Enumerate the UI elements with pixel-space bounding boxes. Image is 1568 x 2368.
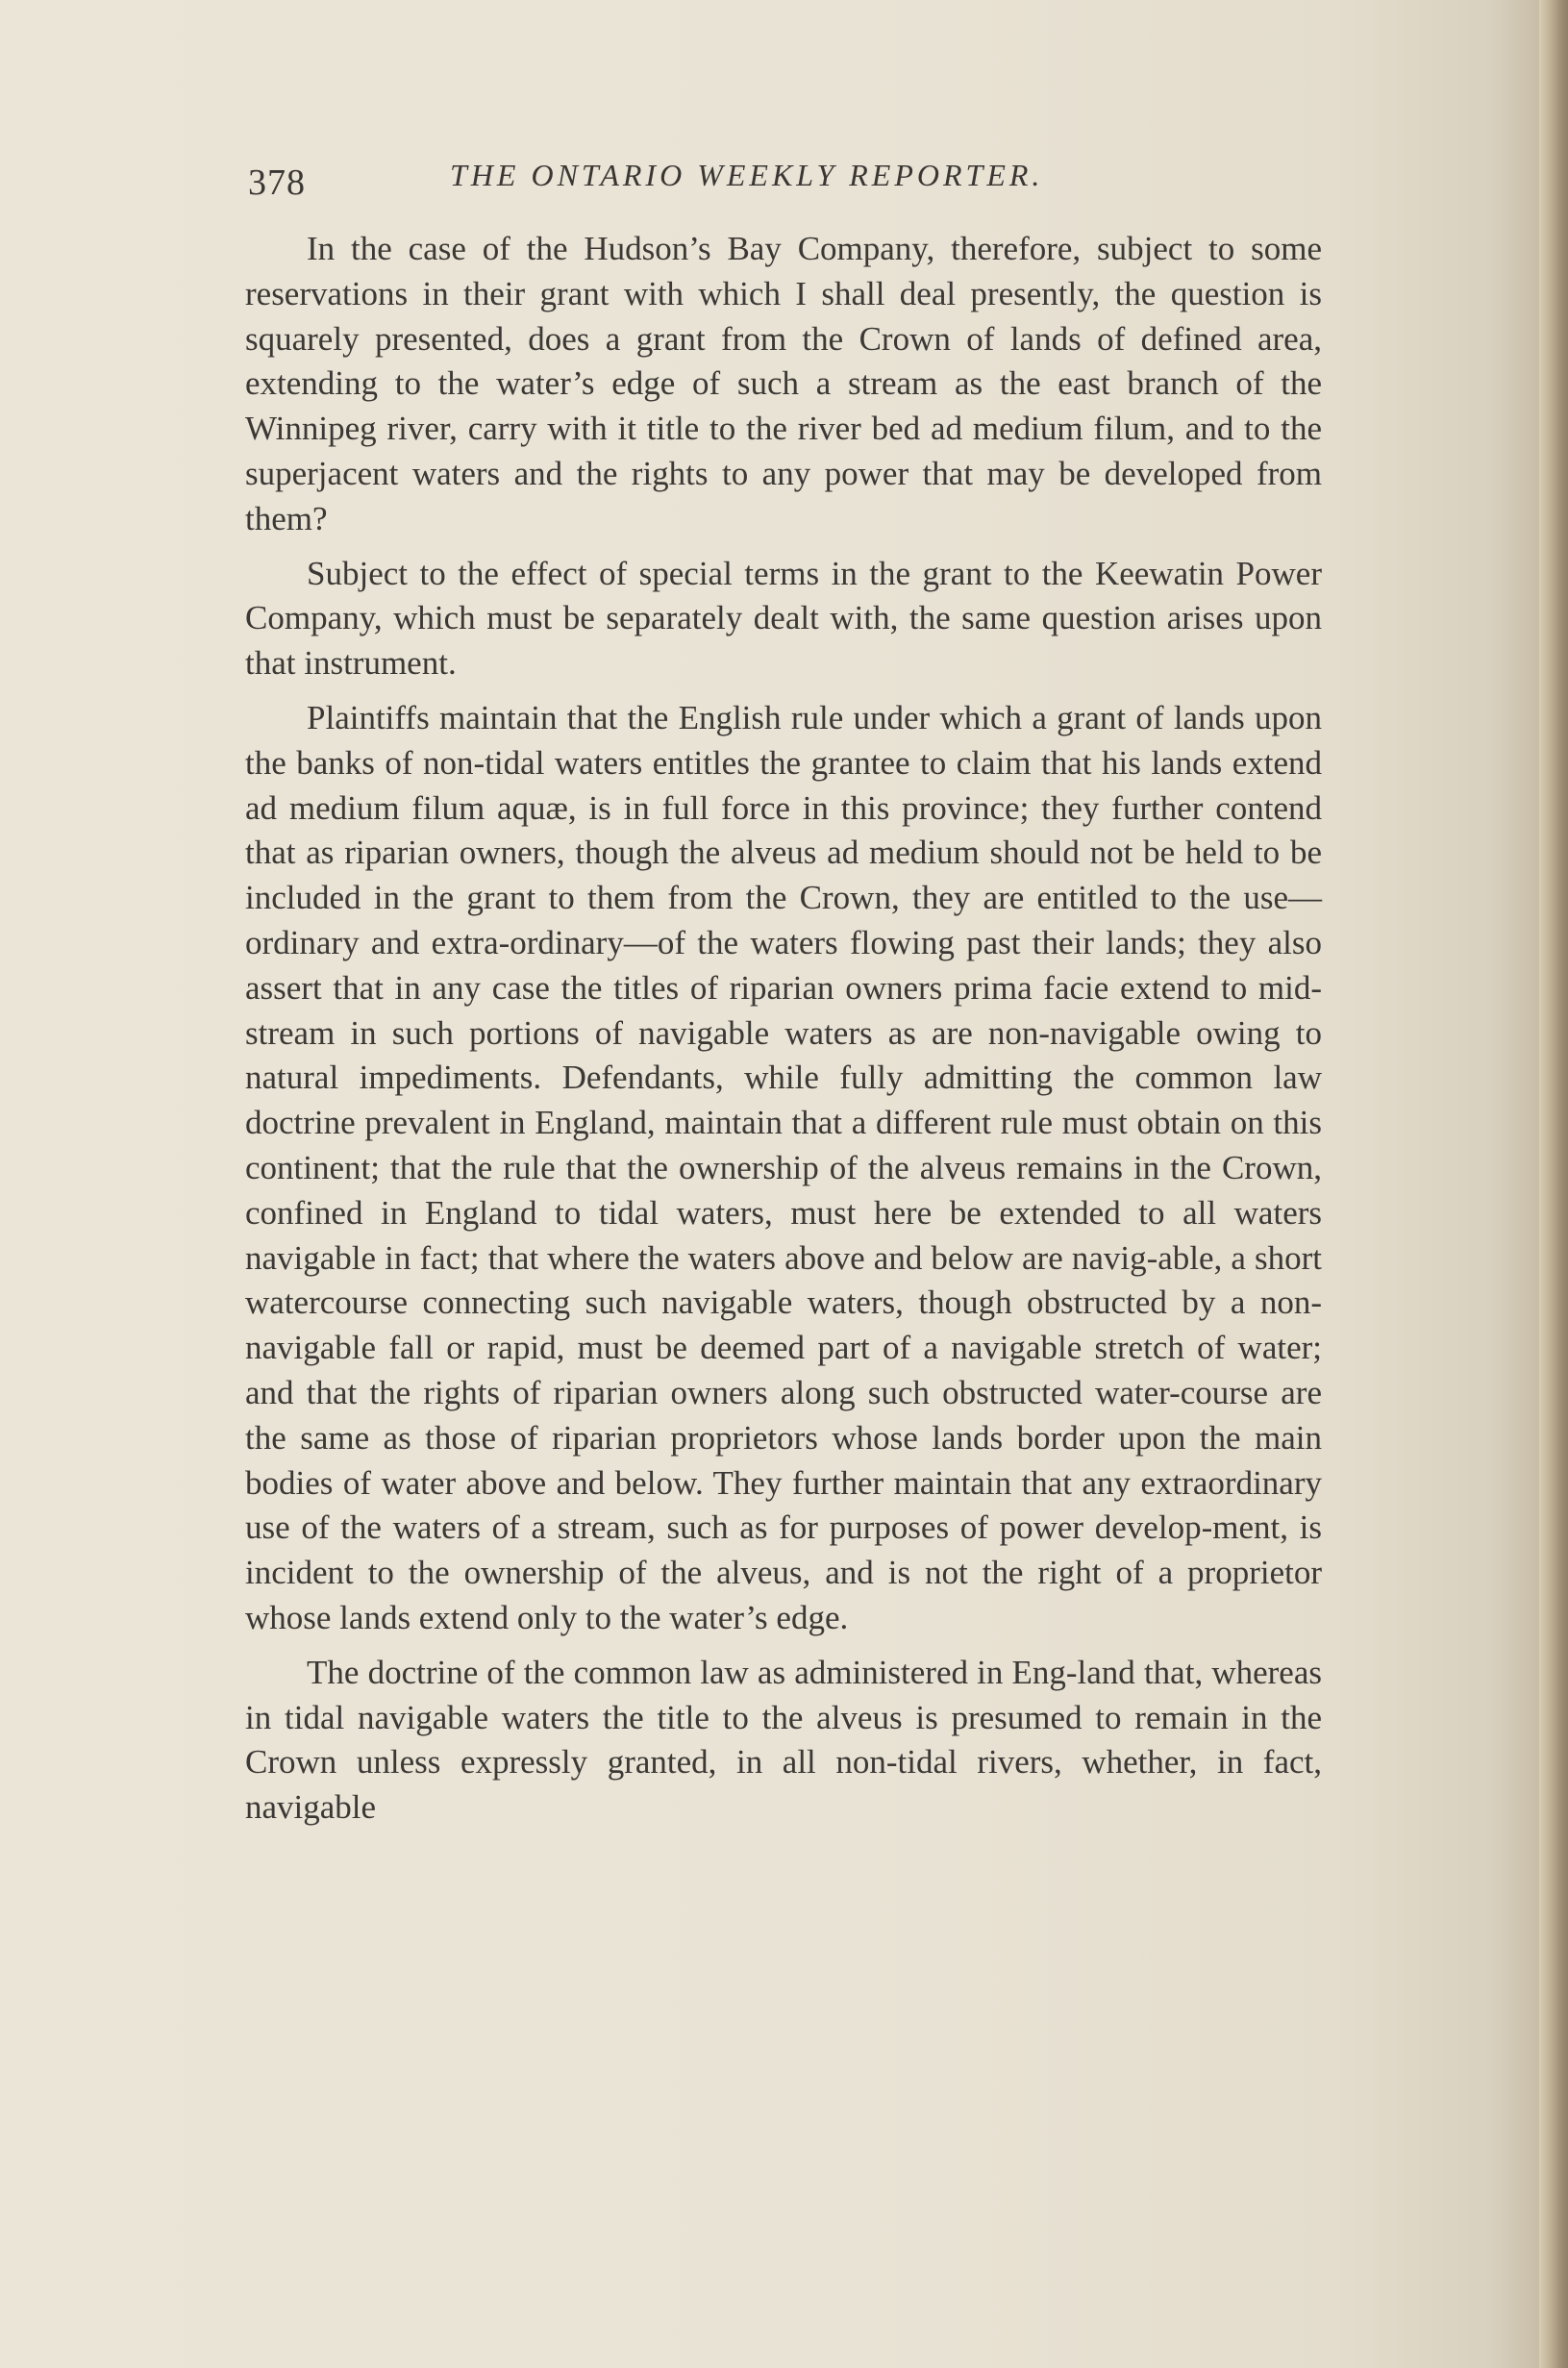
paragraph-1: In the case of the Hudson’s Bay Company, therefore, subject to some reservations in their grant with which I shall deal presently, the question is squarely presented, does a grant from the Crown of lands of defined area, extending to the water’s edge of such a stream as the east branch of the Winnipeg river, carry with it title to the river bed ad medium filum, and to the superjacent waters and the rights to any power that may be developed from them? bbox=[245, 230, 1322, 537]
paragraph-2: Subject to the effect of special terms in the grant to the Keewatin Power Company, which must be separately dealt with, the same question arises upon that instrument. bbox=[245, 554, 1322, 683]
binding-gutter bbox=[1539, 0, 1568, 2368]
body-text bbox=[245, 227, 1322, 1840]
paragraph-4: The doctrine of the common law as administered in Eng-land that, whereas in tidal navigable waters the title to the alveus is presumed to remain in the Crown unless expressly granted, in all non-tidal rivers, whether, in fact, navigable bbox=[245, 1653, 1322, 1827]
running-head: THE ONTARIO WEEKLY REPORTER. bbox=[450, 158, 1044, 192]
paragraph-3: Plaintiffs maintain that the English rule under which a grant of lands upon the banks of non-tidal waters entitles the grantee to claim that his lands extend ad medium filum aquæ, is in full force in this province; they further contend that as riparian owners, though the alveus ad medium should not be held to be included in the grant to them from the Crown, they are entitled to the use—ordinary and extra-ordinary—of the waters flowing past their lands; they also assert that in any case the titles of riparian owners prima facie extend to mid-stream in such portions of navigable waters as are non-navigable owing to natural impediments. Defendants, while fully admitting the common law doctrine prevalent in England, maintain that a different rule must obtain on this continent; that the rule that the ownership of the alveus remains in the Crown, confined in England to tidal waters, must here be extended to all waters navigable in fact; that where the waters above and below are navig-able, a short watercourse connecting such navigable waters, though obstructed by a non-navigable fall or rapid, must be deemed part of a navigable stretch of water; and that the rights of riparian owners along such obstructed water-course are the same as those of riparian proprietors whose lands border upon the main bodies of water above and below. They further maintain that any extraordinary use of the waters of a stream, such as for purposes of power develop-ment, is incident to the ownership of the alveus, and is not the right of a proprietor whose lands extend only to the water’s edge. bbox=[245, 698, 1322, 1636]
page-number: 378 bbox=[248, 162, 306, 203]
page-header bbox=[248, 154, 1325, 212]
